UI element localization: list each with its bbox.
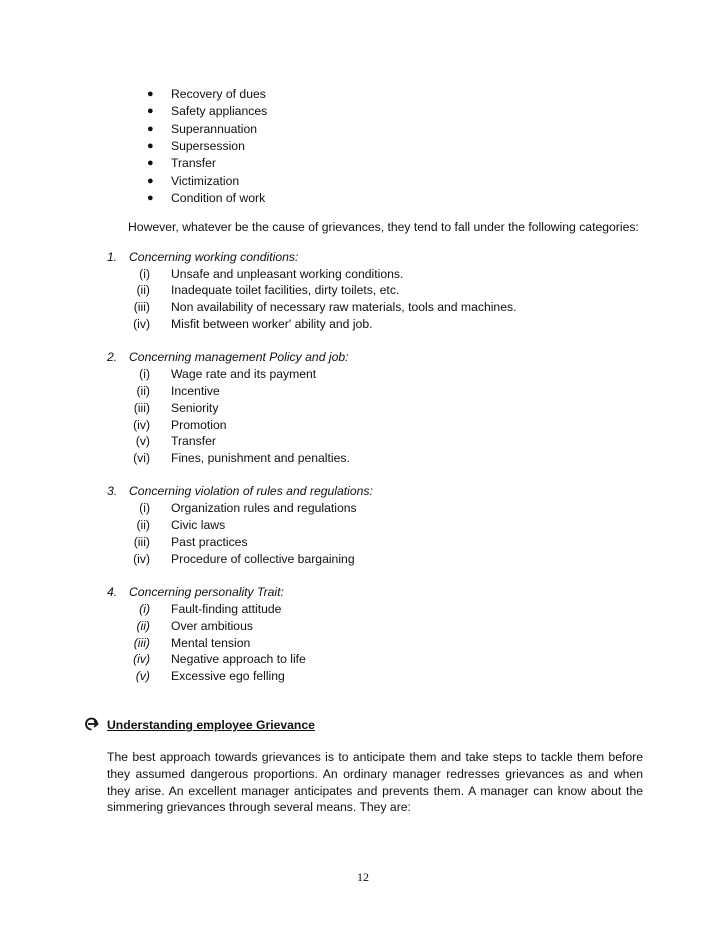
list-item: Civic laws [171,518,226,532]
category-number: 4. [107,585,118,599]
item-number: (i) [139,267,150,281]
list-item: Supersession [171,139,245,153]
category-title: Concerning management Policy and job: [129,350,349,364]
page-number: 12 [357,870,369,884]
item-number: (ii) [136,518,150,532]
item-number: (iv) [133,652,150,666]
category-title: Concerning violation of rules and regulations: [129,484,373,498]
list-item: Condition of work [171,191,266,205]
list-item: Safety appliances [171,104,268,118]
list-item: Unsafe and unpleasant working conditions. [171,267,404,281]
list-item: Over ambitious [171,619,253,633]
list-item: Promotion [171,418,227,432]
body-paragraph: The best approach towards grievances is to anticipate them and take steps to tackle them before they assumed dangerous proportions. An ordinary manager redresses grievances as and when they arise. An excellent manager anticipates and prevents them. A manager can know about the simmering grievances through several means. They are: [107,750,643,815]
item-number: (i) [139,367,150,381]
category-title: Concerning working conditions: [129,250,299,264]
item-number: (iii) [133,535,150,549]
item-number: (iv) [133,317,150,331]
bullet-icon: ● [147,192,154,204]
item-number: (iv) [133,552,150,566]
list-item: Fines, punishment and penalties. [171,451,350,465]
list-item: Fault-finding attitude [171,602,282,616]
list-item: Past practices [171,535,248,549]
item-number: (v) [135,434,150,448]
bullet-icon: ● [147,105,154,117]
item-number: (vi) [133,451,150,465]
item-number: (i) [139,501,150,515]
bullet-icon: ● [147,140,154,152]
item-number: (v) [135,669,150,683]
bullet-icon: ● [147,157,154,169]
list-item: Wage rate and its payment [171,367,317,381]
list-item: Seniority [171,401,219,415]
list-item: Excessive ego felling [171,669,285,683]
item-number: (ii) [136,384,150,398]
intro-text: However, whatever be the cause of grievances, they tend to fall under the following categories: [128,220,639,234]
arrow-right-icon [84,717,100,731]
list-item: Misfit between worker' ability and job. [171,317,373,331]
list-item: Superannuation [171,122,258,136]
list-item: Organization rules and regulations [171,501,357,515]
category-number: 1. [107,250,118,264]
bullet-icon: ● [147,175,154,187]
list-item: Non availability of necessary raw materials, tools and machines. [171,300,517,314]
category-title: Concerning personality Trait: [129,585,284,599]
list-item: Victimization [171,174,240,188]
item-number: (i) [139,602,150,616]
bullet-icon: ● [147,123,154,135]
list-item: Negative approach to life [171,652,306,666]
list-item: Incentive [171,384,220,398]
item-number: (iv) [133,418,150,432]
list-item: Mental tension [171,636,251,650]
item-number: (iii) [133,300,150,314]
list-item: Transfer [171,156,216,170]
list-item: Inadequate toilet facilities, dirty toilets, etc. [171,283,400,297]
section-heading: Understanding employee Grievance [107,718,315,732]
list-item: Recovery of dues [171,87,266,101]
item-number: (iii) [133,401,150,415]
list-item: Procedure of collective bargaining [171,552,355,566]
item-number: (ii) [136,619,150,633]
list-item: Transfer [171,434,216,448]
item-number: (iii) [133,636,150,650]
category-number: 3. [107,484,118,498]
category-number: 2. [107,350,118,364]
item-number: (ii) [136,283,150,297]
bullet-icon: ● [147,88,154,100]
